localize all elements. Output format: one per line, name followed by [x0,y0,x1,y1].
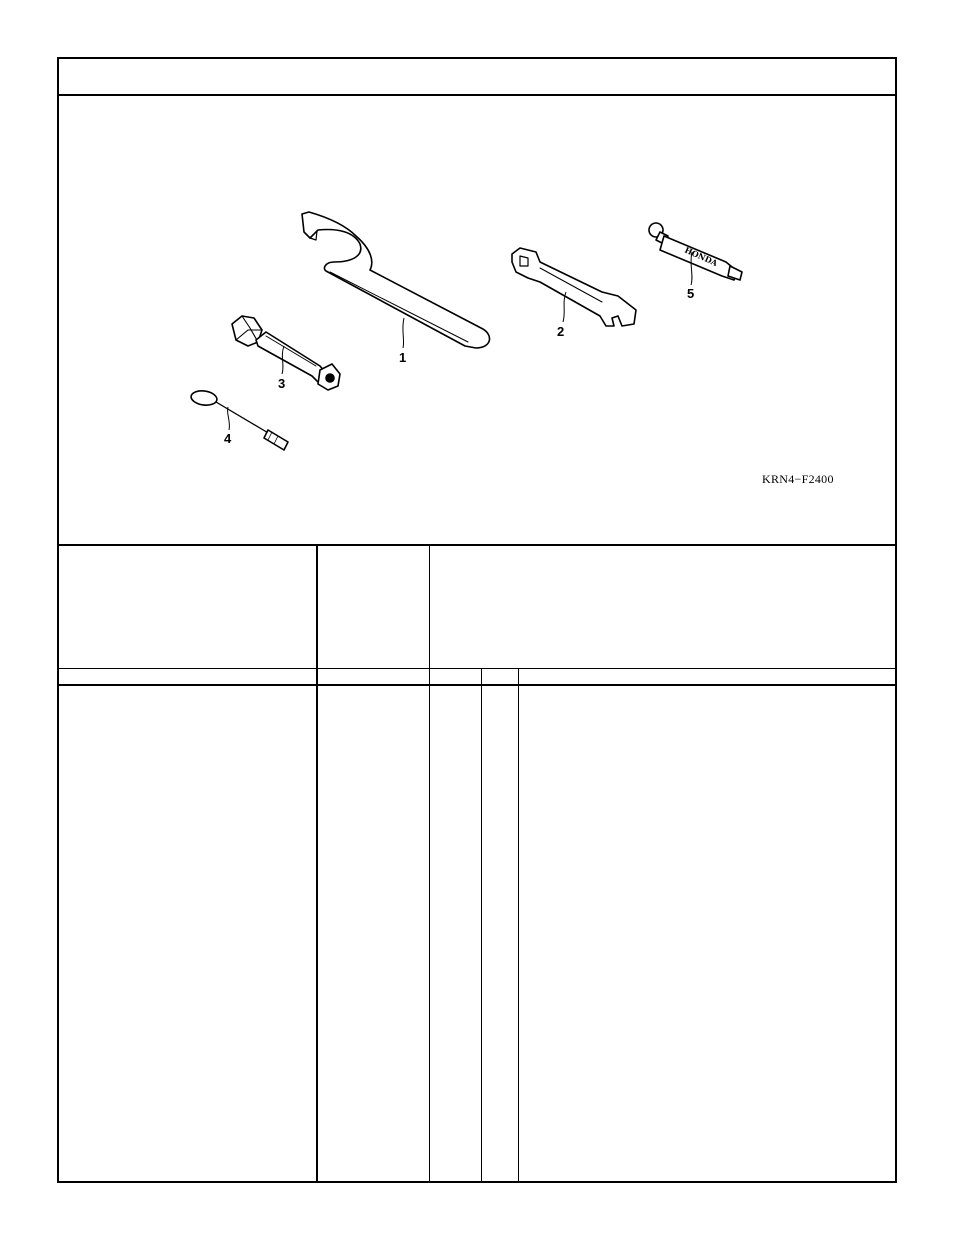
leader-1 [403,318,404,348]
figure-code: KRN4−F2400 [762,472,834,486]
callout-1: 1 [399,350,407,365]
handle-brand-mark: HONDA [683,244,720,269]
hook-wrench-drawing [302,212,490,348]
callout-5: 5 [687,286,695,301]
callout-3: 3 [278,376,286,391]
callout-2: 2 [557,324,565,339]
spark-plug-wrench-drawing [232,316,340,390]
ring-wire-tool-drawing [190,389,288,450]
callout-4: 4 [224,431,232,446]
open-end-wrench-drawing [512,248,636,326]
